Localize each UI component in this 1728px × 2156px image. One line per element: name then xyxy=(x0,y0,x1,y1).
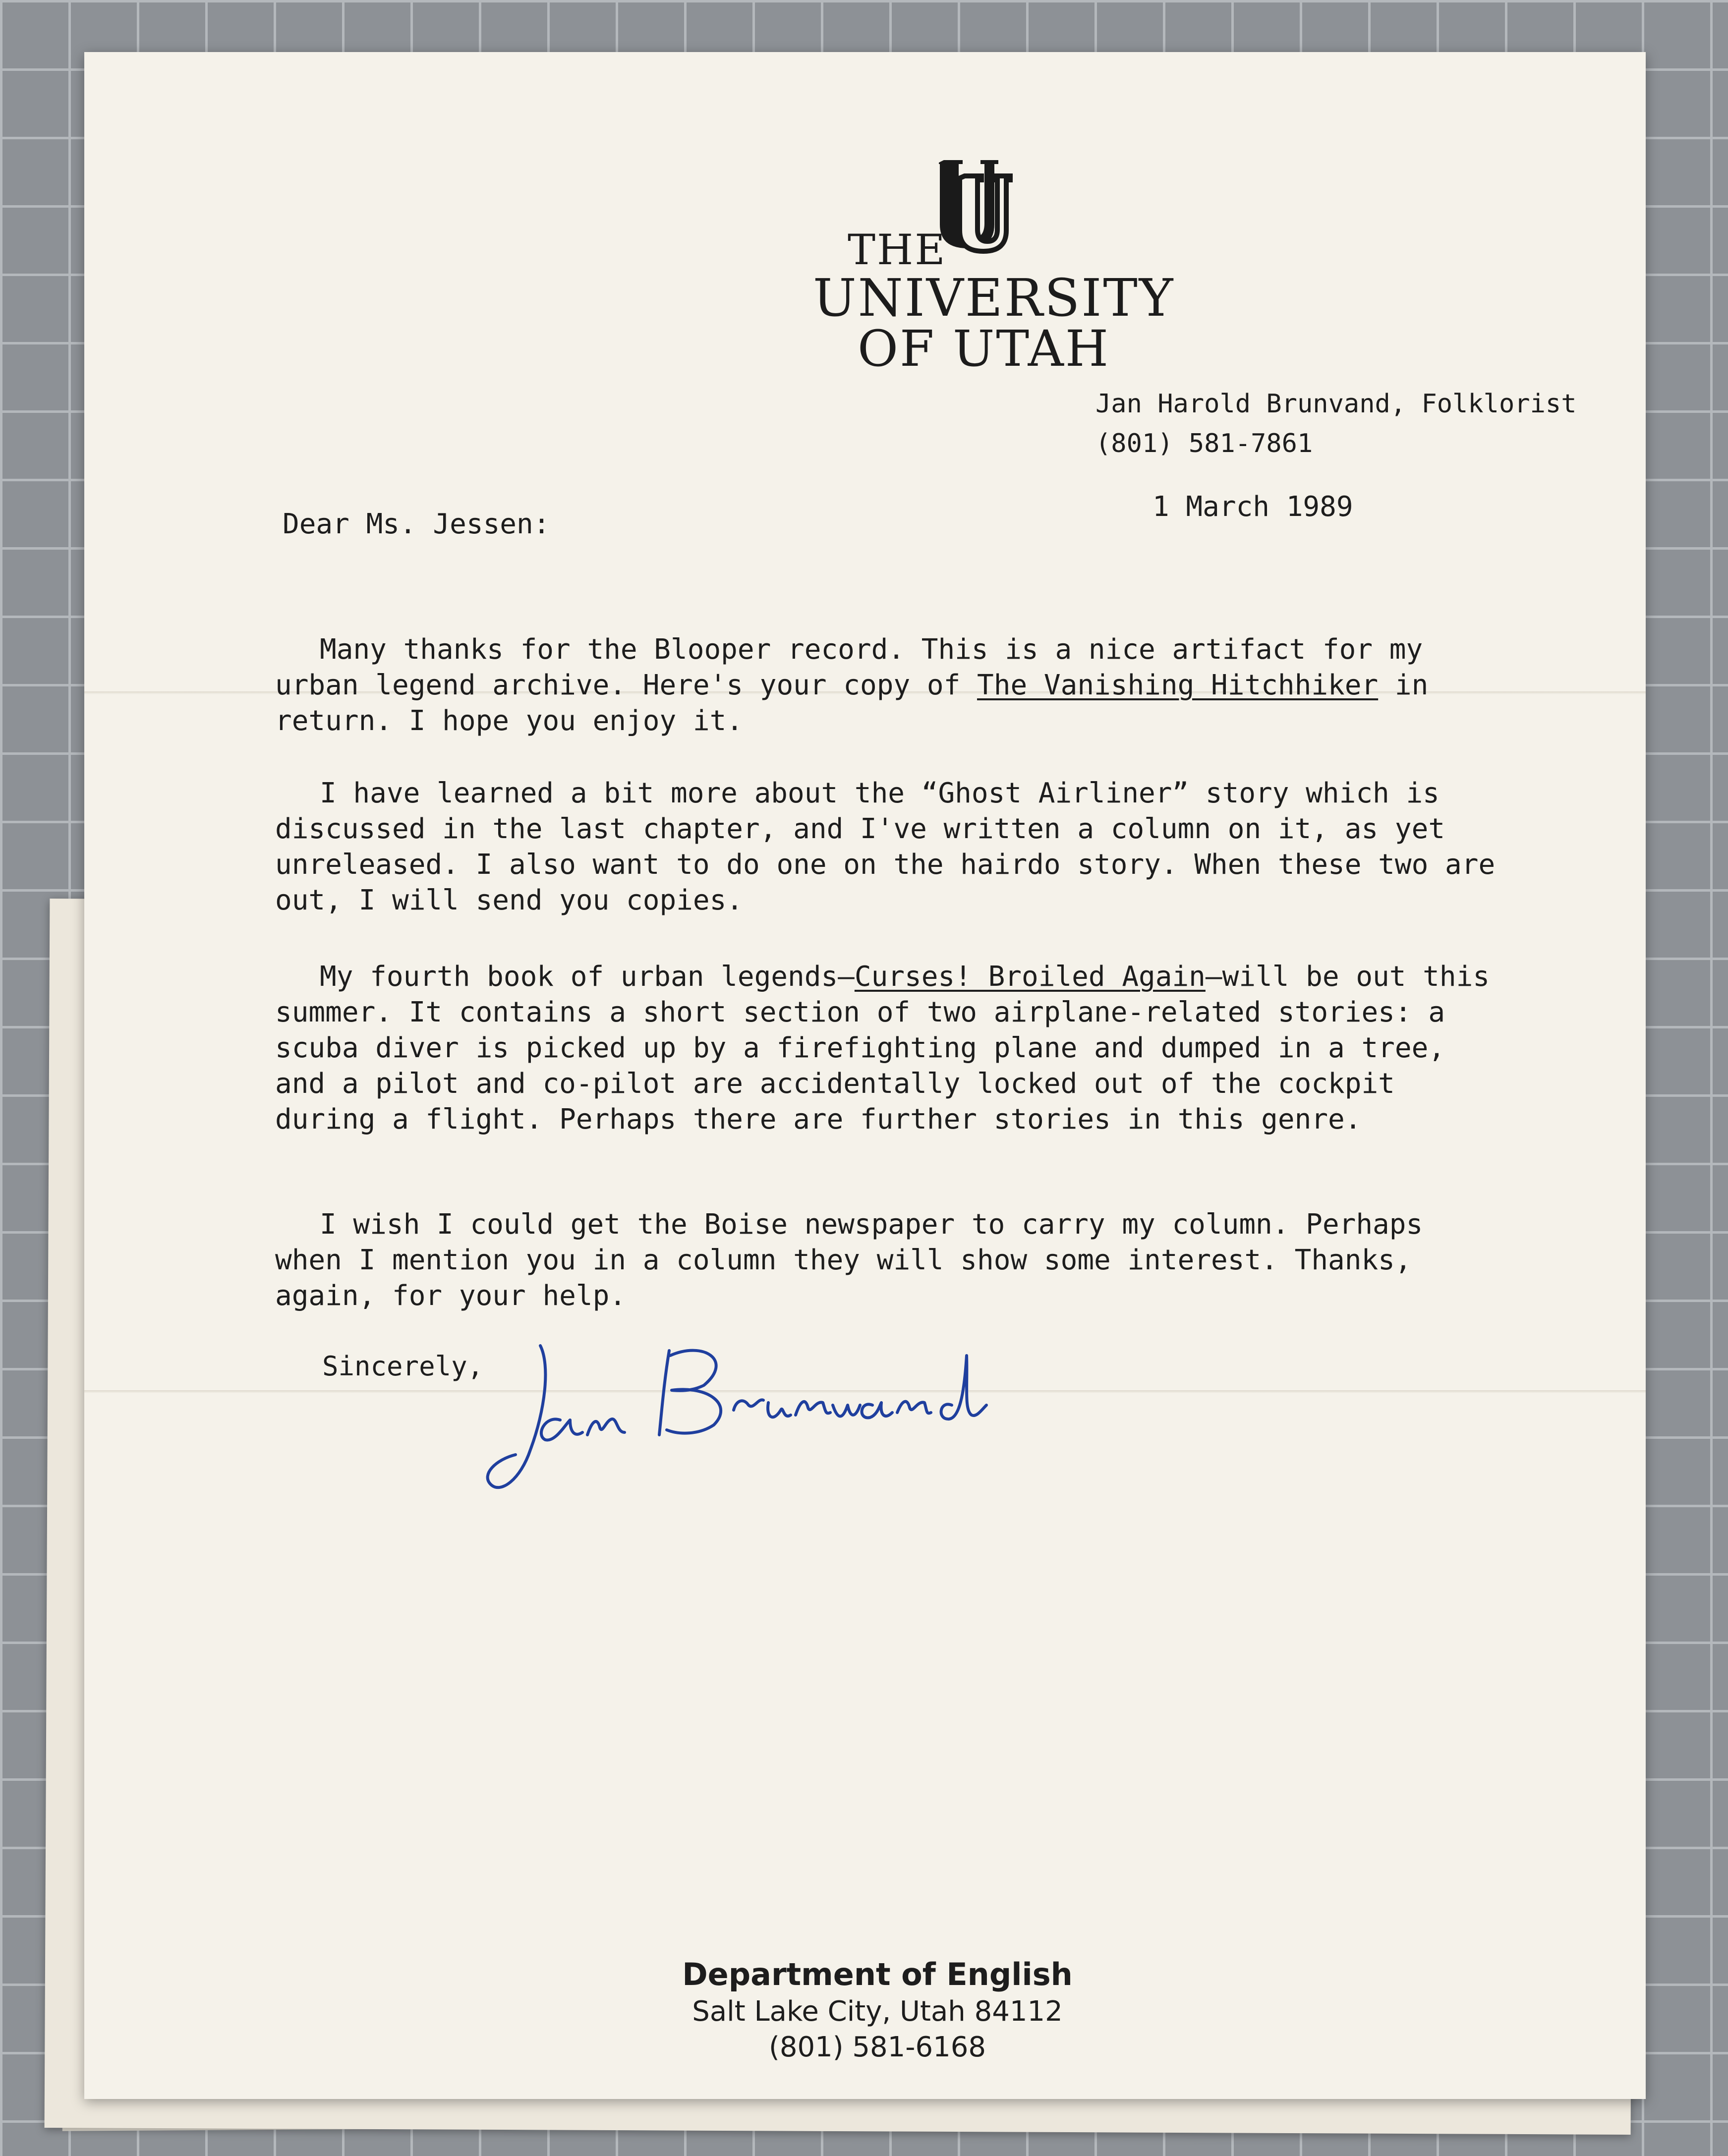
letter-page xyxy=(84,52,1646,2099)
logo-university: UNIVERSITY xyxy=(813,268,1175,328)
letter-footer xyxy=(605,1955,1150,2065)
closing: Sincerely, xyxy=(322,1351,484,1382)
logo-the: THE xyxy=(848,226,947,274)
body-text: Many thanks for the Blooper record. This is a nice artifact for my urban legend archive. Here's your copy of xyxy=(275,633,1423,701)
salutation: Dear Ms. Jessen: xyxy=(283,508,550,540)
sender-name: Jan Harold Brunvand, Folklorist xyxy=(1095,389,1577,419)
footer-department: Department of English xyxy=(682,1956,1073,1992)
body-text: My fourth book of urban legends— xyxy=(320,961,855,993)
body-paragraph xyxy=(275,776,1504,918)
body-paragraph xyxy=(275,632,1504,739)
book-title: The Vanishing Hitchhiker xyxy=(977,669,1379,701)
university-logo xyxy=(734,156,1175,424)
logo-of-utah: OF UTAH xyxy=(858,320,1110,378)
uu-monogram-icon xyxy=(939,156,1018,260)
book-title: Curses! Broiled Again xyxy=(854,961,1206,993)
body-paragraph xyxy=(275,1207,1504,1314)
footer-address: Salt Lake City, Utah 84112 xyxy=(692,1995,1063,2028)
handwritten-signature xyxy=(476,1336,1001,1514)
body-text: I have learned a bit more about the “Ghost Airliner” story which is discussed in the last chapter, and I've written a column on it, as yet unreleased. I also want to do one on the hairdo story. When these two are out, I will send you copies. xyxy=(275,777,1496,916)
footer-phone: (801) 581-6168 xyxy=(769,2031,986,2063)
sender-phone: (801) 581-7861 xyxy=(1095,429,1313,458)
letter-date: 1 March 1989 xyxy=(1152,491,1353,523)
body-text: —will be out this summer. It contains a short section of two airplane-related stories: a scuba diver is picked up by a firefighting plane and dumped in a tree, and a pilot and co-pilot are accidentally locked out of the cockpit during a flight. Perhaps there are further stories in this genre. xyxy=(275,961,1490,1135)
body-text: in return. I hope you enjoy it. xyxy=(275,669,1429,737)
body-paragraph xyxy=(275,959,1504,1137)
body-text: I wish I could get the Boise newspaper to carry my column. Perhaps when I mention you in a column they will show some interest. Thanks, again, for your help. xyxy=(275,1208,1423,1312)
